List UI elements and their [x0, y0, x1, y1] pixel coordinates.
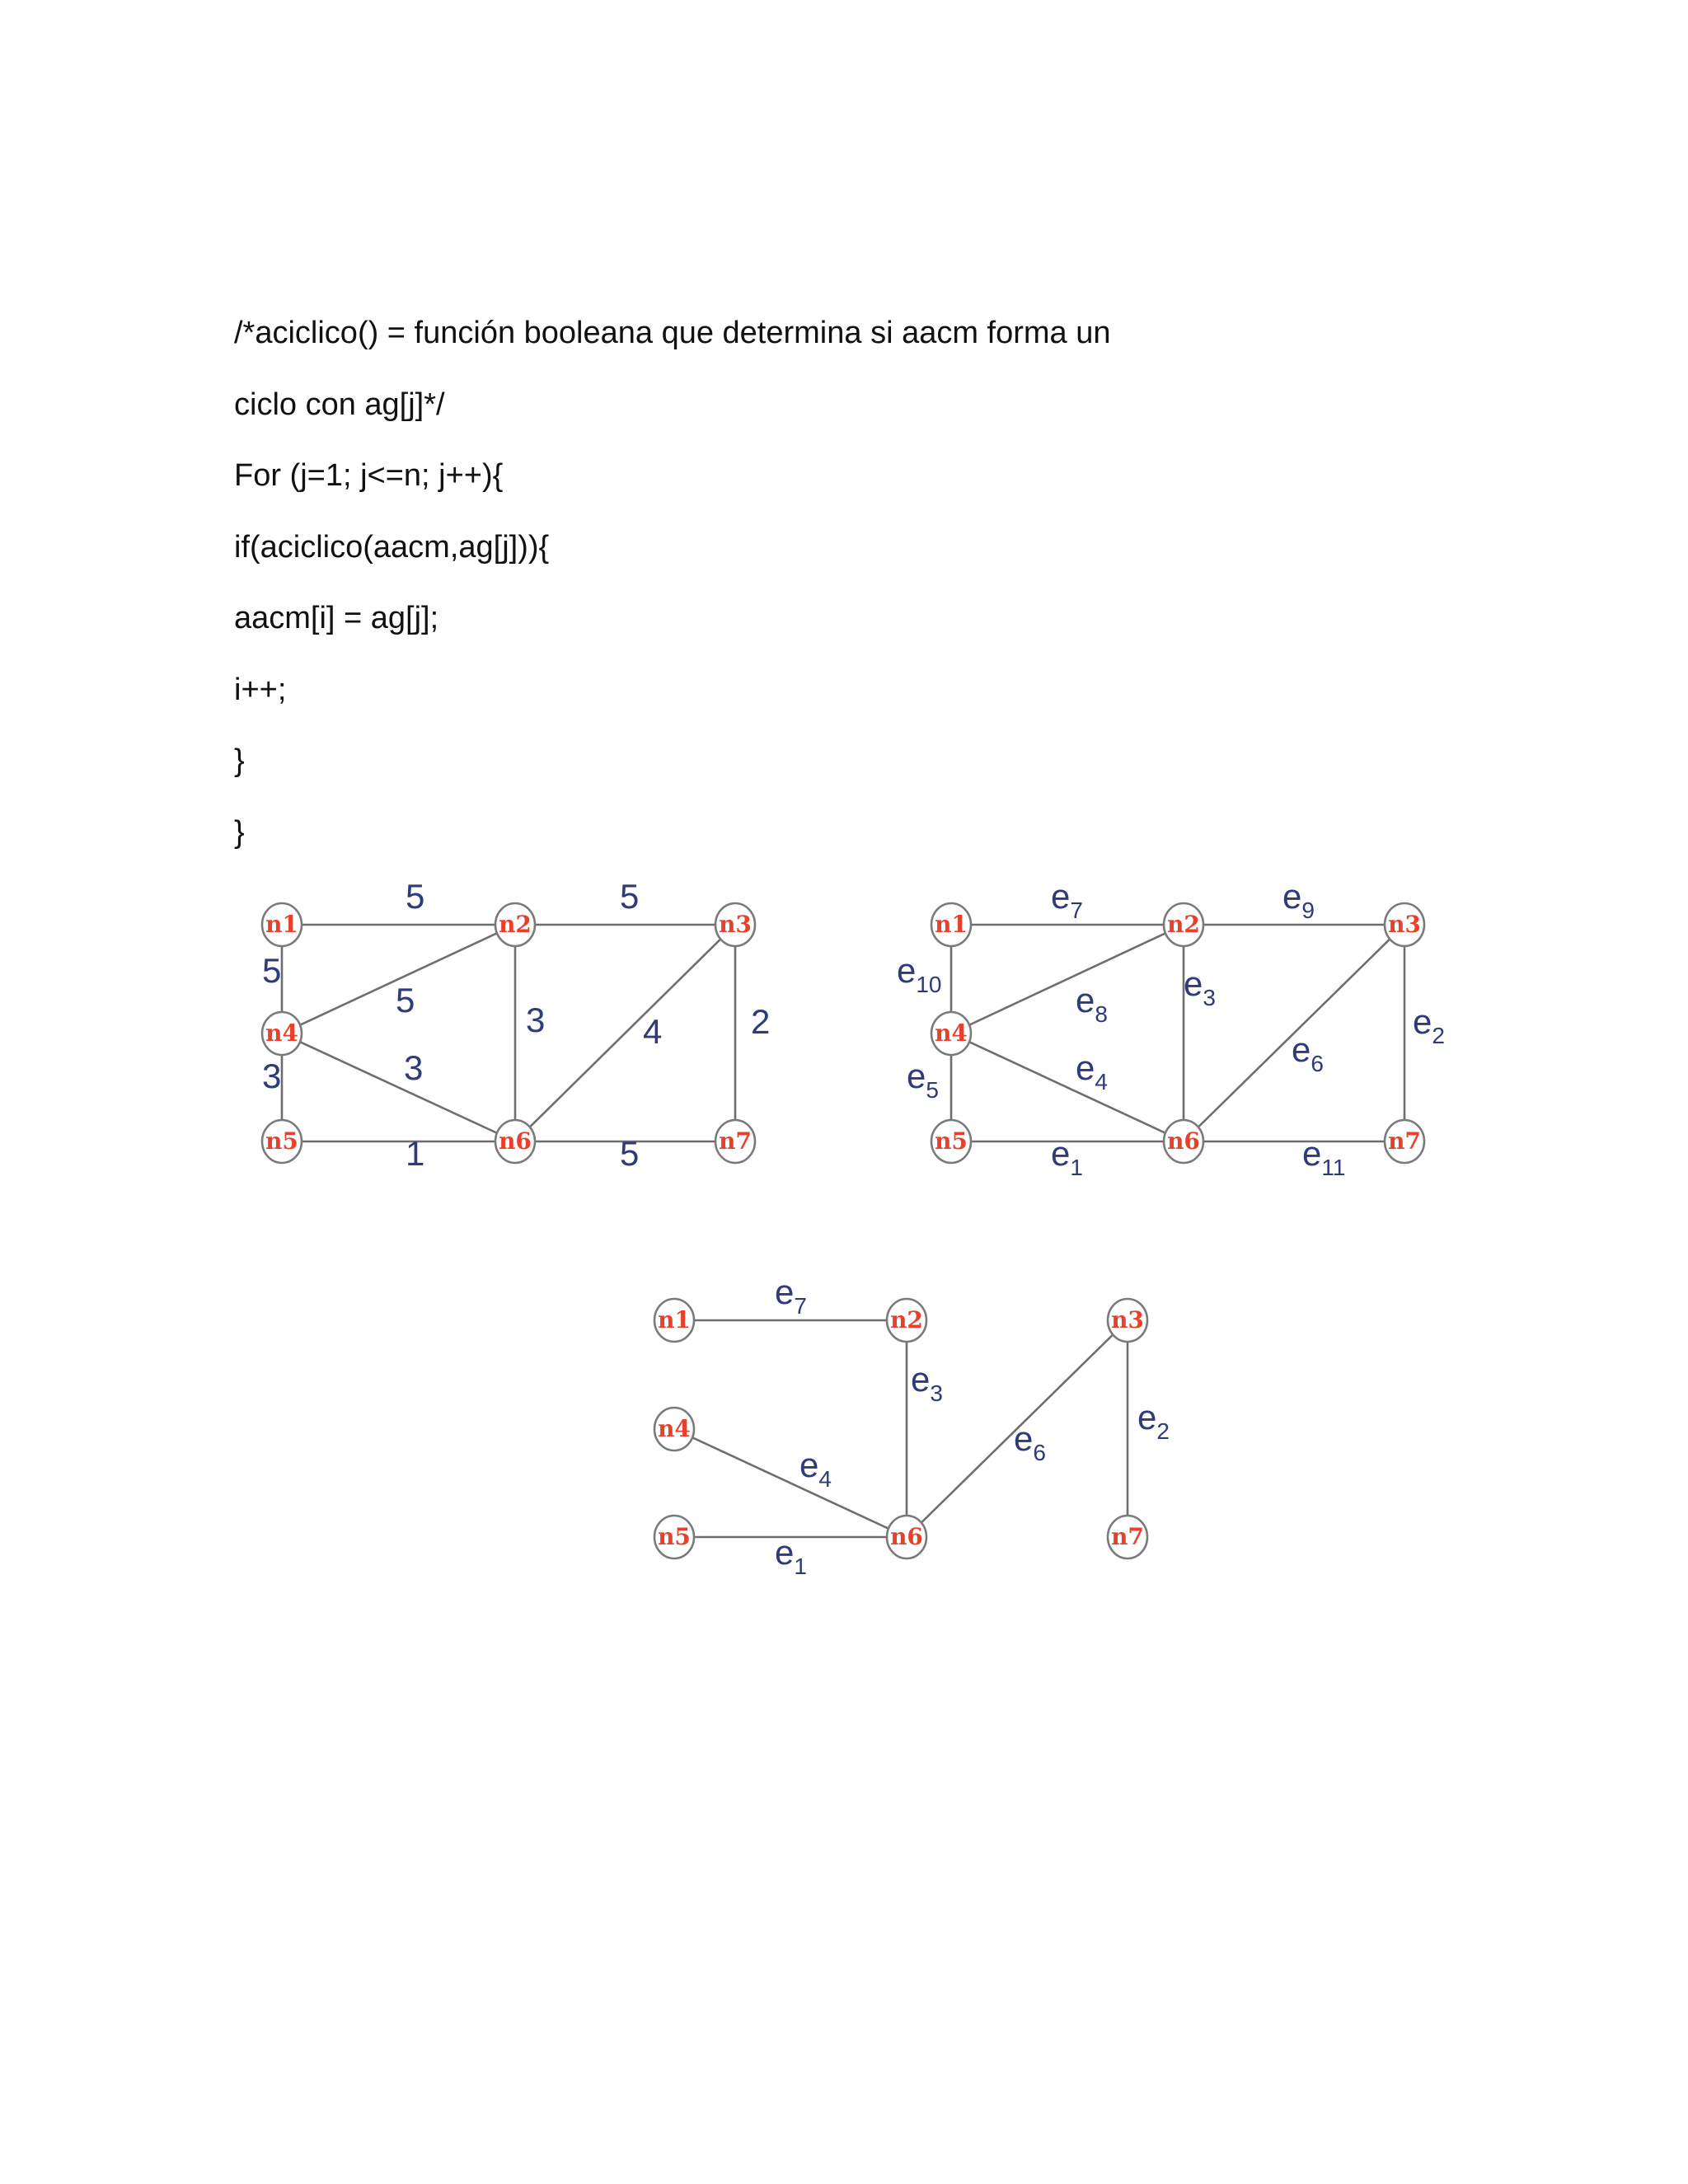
edge-n4-n6: [674, 1429, 907, 1537]
node-n1: [262, 903, 302, 946]
edge-label-n1-n4: $e_{10}$: [897, 951, 942, 997]
edge-label-n5-n6: $e_1$: [1051, 1134, 1083, 1180]
node-n4: [654, 1408, 694, 1451]
edge-label-n1-n2: 5: [406, 877, 425, 916]
node-n5: [654, 1516, 694, 1558]
node-label: n5: [658, 1523, 691, 1550]
node-n5: [931, 1120, 971, 1163]
node-label: n4: [658, 1415, 691, 1442]
node-n7: [715, 1120, 755, 1163]
edge-label-n2-n3: 5: [620, 877, 640, 916]
edge-label-n5-n6: 1: [406, 1134, 425, 1173]
edge-label-n4-n5: 3: [262, 1057, 282, 1095]
edge-n4-n2: [951, 925, 1184, 1033]
edge-label-n2-n6: $e_3$: [1184, 964, 1216, 1010]
edge-label-n6-n3: 4: [643, 1012, 663, 1051]
edge-label-subscript: 4: [1095, 1069, 1108, 1094]
node-label: n6: [1167, 1127, 1200, 1155]
code-line: /*aciclico() = función booleana que determina si aacm forma un: [234, 316, 1111, 350]
node-label: n2: [499, 911, 532, 938]
node-n7: [1108, 1516, 1147, 1558]
edge-label-n6-n3: $e_6$: [1014, 1419, 1046, 1465]
node-label: n6: [499, 1127, 532, 1155]
node-label: n3: [1111, 1306, 1144, 1333]
edge-label-n4-n6: $e_4$: [1076, 1048, 1108, 1094]
edge-label-n4-n2: 5: [396, 981, 415, 1019]
node-label: n2: [1167, 911, 1200, 938]
edge-label-n2-n6: 3: [526, 1001, 546, 1039]
edge-n6-n3: [515, 925, 735, 1141]
node-n3: [1108, 1299, 1147, 1342]
node-n3: [1385, 903, 1424, 946]
node-label: n5: [935, 1127, 968, 1155]
edge-label-n1-n2: $e_7$: [1051, 877, 1083, 923]
edge-label-subscript: 8: [1095, 1001, 1108, 1027]
edge-label-n3-n7: $e_2$: [1413, 1002, 1445, 1048]
node-n2: [495, 903, 535, 946]
node-n3: [715, 903, 755, 946]
node-label: n3: [1388, 911, 1421, 938]
edge-label-subscript: 2: [1156, 1418, 1170, 1444]
node-label: n1: [935, 911, 968, 938]
edge-n4-n6: [951, 1033, 1184, 1141]
edge-label-n1-n2: $e_7$: [775, 1272, 807, 1319]
edge-label-n6-n7: $e_{11}$: [1302, 1134, 1346, 1180]
edge-label-subscript: 3: [1203, 985, 1216, 1010]
node-n7: [1385, 1120, 1424, 1163]
node-label: n7: [1388, 1127, 1421, 1155]
edge-label-subscript: 2: [1432, 1023, 1445, 1048]
node-label: n4: [265, 1019, 298, 1047]
code-block: [234, 305, 1111, 875]
node-n6: [1164, 1120, 1203, 1163]
code-line: i++;: [234, 672, 287, 707]
node-label: n1: [658, 1306, 691, 1333]
edge-n4-n6: [282, 1033, 515, 1141]
node-n1: [931, 903, 971, 946]
code-line: }: [234, 814, 245, 850]
node-n6: [495, 1120, 535, 1163]
node-label: n2: [890, 1306, 923, 1333]
node-label: n1: [265, 911, 298, 938]
edge-label-n6-n7: 5: [620, 1134, 640, 1173]
edge-label-subscript: 3: [930, 1380, 943, 1406]
edge-label-subscript: 11: [1321, 1155, 1346, 1180]
edge-label-subscript: 5: [926, 1077, 939, 1103]
code-line: ciclo con ag[j]*/: [234, 387, 445, 422]
node-label: n7: [1111, 1523, 1144, 1550]
edge-label-n2-n3: $e_9$: [1282, 877, 1315, 923]
edge-named-graph: [890, 877, 1467, 1195]
edge-label-subscript: 4: [818, 1466, 832, 1492]
node-n5: [262, 1120, 302, 1163]
node-n4: [931, 1012, 971, 1055]
node-n2: [887, 1299, 926, 1342]
code-line: For (j=1; j<=n; j++){: [234, 458, 504, 493]
code-line: }: [234, 743, 245, 778]
code-line: aacm[i] = ag[j];: [234, 601, 439, 635]
edge-label-n4-n5: $e_5$: [907, 1057, 939, 1103]
edge-label-subscript: 9: [1301, 898, 1315, 923]
edge-label-n3-n7: 2: [751, 1002, 771, 1041]
edge-label-n4-n6: $e_4$: [799, 1446, 832, 1492]
edge-label-subscript: 1: [794, 1554, 807, 1579]
edge-label-subscript: 10: [916, 972, 942, 997]
edge-label-n5-n6: $e_1$: [775, 1533, 807, 1579]
edge-label-n4-n2: $e_8$: [1076, 981, 1108, 1027]
node-label: n6: [890, 1523, 923, 1550]
edge-label-subscript: 6: [1311, 1051, 1324, 1076]
node-n4: [262, 1012, 302, 1055]
edge-label-subscript: 7: [794, 1293, 807, 1319]
weighted-graph: [247, 877, 775, 1195]
edge-label-n1-n4: 5: [262, 951, 282, 990]
edge-label-n4-n6: 3: [404, 1048, 424, 1087]
edge-label-n6-n3: $e_6$: [1292, 1030, 1324, 1076]
edge-label-subscript: 7: [1070, 898, 1083, 923]
node-label: n4: [935, 1019, 968, 1047]
edge-label-n3-n7: $e_2$: [1137, 1398, 1170, 1444]
edge-label-subscript: 1: [1070, 1155, 1083, 1180]
node-label: n7: [719, 1127, 752, 1155]
code-line: if(aciclico(aacm,ag[j])){: [234, 529, 550, 565]
spanning-tree-graph: [643, 1269, 1203, 1599]
edge-label-n2-n6: $e_3$: [911, 1360, 943, 1406]
node-n6: [887, 1516, 926, 1558]
node-n1: [654, 1299, 694, 1342]
node-n2: [1164, 903, 1203, 946]
node-label: n3: [719, 911, 752, 938]
node-label: n5: [265, 1127, 298, 1155]
edge-label-subscript: 6: [1033, 1440, 1046, 1465]
